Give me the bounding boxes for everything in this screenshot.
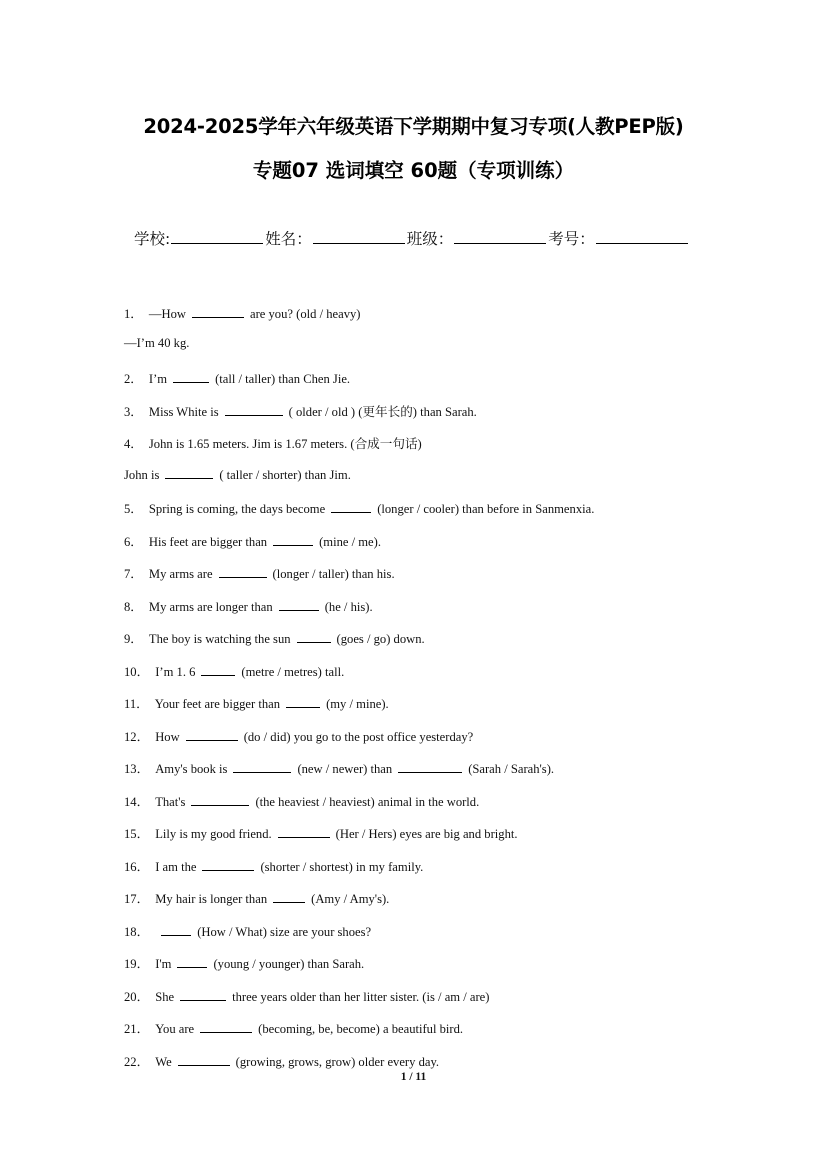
answer-blank[interactable]	[178, 1053, 230, 1066]
answer-blank[interactable]	[180, 988, 226, 1001]
answer-blank[interactable]	[225, 403, 283, 416]
question-options: (goes / go) down.	[336, 632, 425, 646]
question-item	[124, 466, 351, 483]
question-item	[124, 596, 373, 615]
question-text: Lily is my good friend.	[155, 827, 272, 841]
school-label: 学校:	[134, 230, 171, 248]
question-item	[124, 433, 422, 452]
page-number: 1 / 11	[400, 1071, 427, 1083]
question-number: 21．	[124, 1022, 150, 1036]
question-number: 8．	[124, 600, 143, 614]
answer-blank[interactable]	[398, 760, 462, 773]
answer-blank[interactable]	[331, 500, 371, 513]
question-text: The boy is watching the sun	[148, 632, 291, 646]
exam-no-blank[interactable]	[596, 229, 688, 244]
question-options: (longer / cooler) than before in Sanmenxia.	[377, 502, 595, 516]
question-text: We	[155, 1055, 172, 1069]
question-options: (my / mine).	[326, 697, 389, 711]
question-item	[124, 888, 389, 907]
question-text: That's	[155, 795, 186, 809]
question-text: My arms are	[148, 567, 213, 581]
question-number: 6．	[124, 535, 143, 549]
answer-blank[interactable]	[297, 630, 331, 643]
answer-blank[interactable]	[186, 728, 238, 741]
answer-blank[interactable]	[273, 890, 305, 903]
question-number: 15．	[124, 827, 150, 841]
question-item	[124, 303, 360, 322]
question-options: (the heaviest / heaviest) animal in the world.	[255, 795, 480, 809]
question-text: I am the	[155, 860, 197, 874]
answer-blank[interactable]	[201, 663, 235, 676]
question-options: (growing, grows, grow) older every day.	[235, 1055, 440, 1069]
question-text: You are	[155, 1022, 195, 1036]
question-number: 5．	[124, 502, 143, 516]
question-item	[124, 368, 350, 387]
question-options: (tall / taller) than Chen Jie.	[215, 372, 351, 386]
question-item	[124, 531, 381, 550]
question-item	[124, 921, 371, 940]
question-number: 2．	[124, 372, 143, 386]
question-number: 19．	[124, 957, 150, 971]
question-options: (he / his).	[324, 600, 373, 614]
question-text: —I’m 40 kg.	[124, 336, 190, 350]
question-options: (How / What) size are your shoes?	[197, 925, 372, 939]
question-text: John is	[124, 468, 160, 482]
question-options: (do / did) you go to the post office yesterday?	[243, 730, 474, 744]
question-number: 20．	[124, 990, 150, 1004]
answer-blank[interactable]	[177, 955, 207, 968]
question-item	[124, 856, 423, 875]
question-item	[124, 953, 364, 972]
answer-blank[interactable]	[173, 370, 209, 383]
name-blank[interactable]	[313, 229, 405, 244]
question-text: John is 1.65 meters. Jim is 1.67 meters. (合成一句话)	[148, 437, 422, 451]
answer-blank[interactable]	[233, 760, 291, 773]
class-blank[interactable]	[454, 229, 546, 244]
question-text: Miss White is	[148, 405, 219, 419]
question-options: (young / younger) than Sarah.	[213, 957, 365, 971]
question-text: Your feet are bigger than	[154, 697, 281, 711]
question-text: His feet are bigger than	[148, 535, 268, 549]
question-number: 22．	[124, 1055, 150, 1069]
answer-blank[interactable]	[165, 466, 213, 479]
question-options: (becoming, be, become) a beautiful bird.	[258, 1022, 464, 1036]
question-options: (new / newer) than	[297, 762, 393, 776]
question-item	[124, 758, 554, 777]
answer-blank[interactable]	[192, 305, 244, 318]
answer-blank[interactable]	[279, 598, 319, 611]
question-options: (longer / taller) than his.	[272, 567, 395, 581]
question-options: (Amy / Amy's).	[311, 892, 390, 906]
answer-blank[interactable]	[273, 533, 313, 546]
question-item	[124, 628, 425, 647]
question-number: 7．	[124, 567, 143, 581]
question-item	[124, 823, 518, 842]
question-text: I'm	[155, 957, 172, 971]
question-options: ( taller / shorter) than Jim.	[219, 468, 351, 482]
question-number: 3．	[124, 405, 143, 419]
question-text: My hair is longer than	[155, 892, 268, 906]
name-label: 姓名：	[265, 230, 312, 248]
answer-blank[interactable]	[202, 858, 254, 871]
question-options: (mine / me).	[319, 535, 381, 549]
question-options: (Sarah / Sarah's).	[468, 762, 555, 776]
question-item	[124, 1018, 463, 1037]
question-text: How	[155, 730, 180, 744]
question-number: 4．	[124, 437, 143, 451]
question-number: 17．	[124, 892, 150, 906]
title-line-2: 专题07 选词填空 60题（专项训练）	[252, 159, 575, 182]
answer-blank[interactable]	[219, 565, 267, 578]
question-number: 12．	[124, 730, 150, 744]
question-options: ( older / old ) (更年长的) than Sarah.	[288, 405, 477, 419]
question-options: (metre / metres) tall.	[241, 665, 345, 679]
answer-blank[interactable]	[191, 793, 249, 806]
question-text: Spring is coming, the days become	[148, 502, 326, 516]
question-number: 10．	[124, 665, 150, 679]
answer-blank[interactable]	[286, 695, 320, 708]
question-options: are you? (old / heavy)	[249, 307, 361, 321]
question-text: She	[155, 990, 175, 1004]
answer-blank[interactable]	[200, 1020, 252, 1033]
question-item	[124, 726, 473, 745]
answer-blank[interactable]	[278, 825, 330, 838]
question-item	[124, 661, 344, 680]
question-item	[124, 336, 189, 351]
title-line-1: 2024-2025学年六年级英语下学期期中复习专项(人教PEP版)	[143, 115, 684, 138]
question-item	[124, 401, 477, 420]
answer-blank[interactable]	[161, 923, 191, 936]
question-text: My arms are longer than	[148, 600, 273, 614]
question-item	[124, 693, 389, 712]
question-number: 18．	[124, 925, 150, 939]
question-text: I’m 1. 6	[155, 665, 196, 679]
question-item	[124, 986, 489, 1005]
question-item	[124, 563, 395, 582]
class-label: 班级：	[406, 230, 454, 248]
question-item	[124, 1051, 439, 1070]
question-options: (shorter / shortest) in my family.	[260, 860, 424, 874]
question-number: 9．	[124, 632, 143, 646]
question-text: Amy's book is	[155, 762, 228, 776]
question-options: (Her / Hers) eyes are big and bright.	[335, 827, 518, 841]
student-info-row	[134, 227, 690, 249]
question-number: 11．	[124, 697, 149, 711]
question-item	[124, 498, 594, 517]
question-item	[124, 791, 479, 810]
question-number: 14．	[124, 795, 150, 809]
question-options: three years older than her litter sister. (is / am / are)	[232, 990, 490, 1004]
question-text: I’m	[148, 372, 168, 386]
question-number: 1．	[124, 307, 143, 321]
exam-no-label: 考号：	[548, 230, 595, 248]
question-number: 16．	[124, 860, 150, 874]
question-number: 13．	[124, 762, 150, 776]
question-text: —How	[148, 307, 186, 321]
school-blank[interactable]	[171, 229, 263, 244]
